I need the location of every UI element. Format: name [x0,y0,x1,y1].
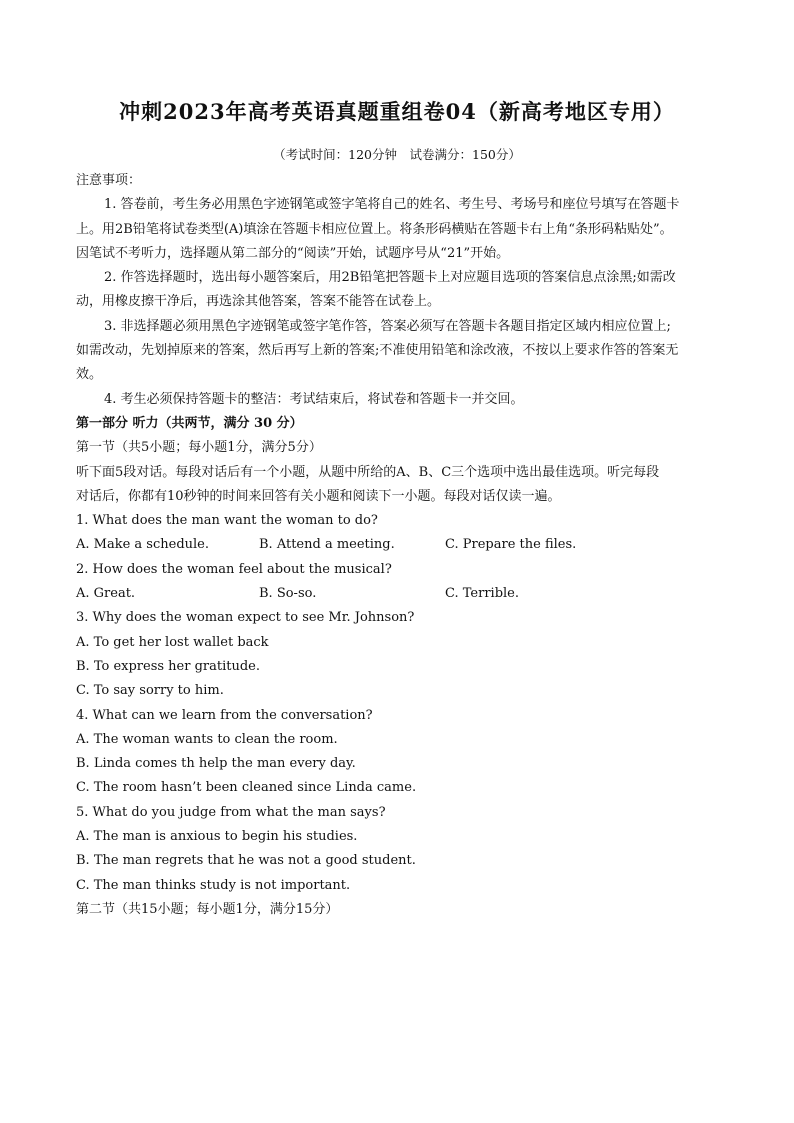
option-b: B. The man regrets that he was not a good student. [76,853,416,869]
instruction-line: 听下面5段对话。每段对话后有一个小题，从题中所给的A、B、C三个选项中选出最佳选项。听完每段 [76,464,660,480]
option-a: A. The man is anxious to begin his studies. [76,829,358,845]
option-b: B. Linda comes th help the man every day. [76,756,356,772]
option-c: C. The room hasn’t been cleaned since Linda came. [76,780,417,796]
question-stem: 5. What do you judge from what the man says? [76,804,386,820]
section-heading: 第一节（共5小题；每小题1分，满分5分） [76,440,322,456]
option-c: C. Prepare the files. [445,537,577,553]
part-heading: 第一部分 听力（共两节，满分 30 分） [76,415,303,431]
question-stem: 3. Why does the woman expect to see Mr. Johnson? [76,610,415,626]
notice-line: 如需改动，先划掉原来的答案，然后再写上新的答案;不准使用铅笔和涂改液，不按以上要求作答的答案无 [76,343,679,359]
notice-line: 上。用2B铅笔将试卷类型(A)填涂在答题卡相应位置上。将条形码横贴在答题卡右上角“条形码粘贴处”。 [76,221,673,237]
option-c: C. Terrible. [445,586,519,602]
notice-heading: 注意事项： [76,173,142,188]
option-c: C. To say sorry to him. [76,683,224,699]
exam-info: （考试时间：120分钟 试卷满分：150分） [273,147,521,162]
option-c: C. The man thinks study is not important. [76,877,351,893]
notice-line: 3. 非选择题必须用黑色字迹钢笔或签字笔作答，答案必须写在答题卡各题目指定区域内相应位置上; [104,318,671,334]
option-a: A. Great. [76,586,136,602]
section-heading: 第二节（共15小题；每小题1分，满分15分） [76,901,339,917]
question-stem: 1. What does the man want the woman to do? [76,513,378,529]
option-a: A. Make a schedule. [76,537,209,553]
option-a: A. The woman wants to clean the room. [76,731,338,747]
exam-content [76,169,736,922]
notice-line: 1. 答卷前，考生务必用黑色字迹钢笔或签字笔将自己的姓名、考生号、考场号和座位号填写在答题卡 [104,197,680,213]
option-b: B. Attend a meeting. [259,537,395,553]
instruction-line: 对话后，你都有10秒钟的时间来回答有关小题和阅读下一小题。每段对话仅读一遍。 [76,488,561,504]
notice-line: 4. 考生必须保持答题卡的整洁：考试结束后，将试卷和答题卡一并交回。 [104,391,524,407]
question-options [76,582,736,606]
notice-line: 2. 作答选择题时，选出每小题答案后，用2B铅笔把答题卡上对应题目选项的答案信息点涂黑;如需改 [104,270,676,286]
option-b: B. To express her gratitude. [76,658,260,674]
notice-line: 动，用橡皮擦干净后，再选涂其他答案，答案不能答在试卷上。 [76,294,441,310]
question-options [76,533,736,557]
notice-line: 因笔试不考听力，选择题从第二部分的“阅读”开始，试题序号从“21”开始。 [76,245,510,261]
option-a: A. To get her lost wallet back [76,634,269,650]
option-b: B. So-so. [259,586,317,602]
question-stem: 2. How does the woman feel about the musical? [76,561,392,577]
question-stem: 4. What can we learn from the conversation? [76,707,373,723]
notice-line: 效。 [76,367,103,383]
page-title: 冲刺2023年高考英语真题重组卷04（新高考地区专用） [119,99,675,124]
